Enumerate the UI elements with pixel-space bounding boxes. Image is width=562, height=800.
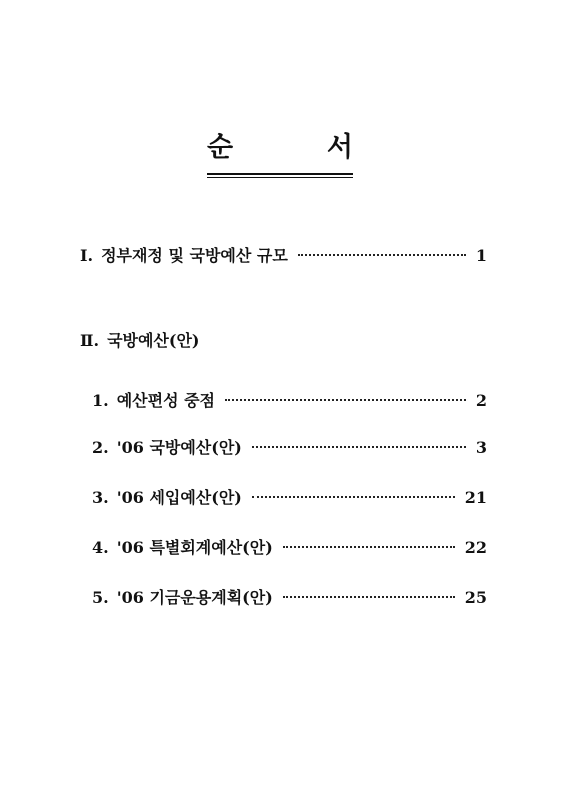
toc-entry-section-1[interactable] [80, 246, 487, 266]
title-char-2: 서 [326, 132, 353, 163]
page-number: 2 [475, 391, 487, 410]
toc-entry-section-2[interactable] [80, 331, 199, 351]
section-numeral: Ⅱ. [80, 331, 100, 350]
toc-entry-item-5[interactable] [92, 588, 487, 608]
page-title [207, 134, 353, 161]
toc-entry-item-3[interactable] [92, 488, 487, 508]
item-number: 2. [92, 438, 109, 457]
entry-label: 정부재정 및 국방예산 규모 [101, 246, 288, 265]
item-number: 4. [92, 538, 109, 557]
title-char-1: 순 [207, 132, 234, 163]
section-numeral: Ⅰ. [80, 246, 94, 265]
dot-leader [298, 254, 466, 256]
dot-leader [252, 446, 466, 448]
entry-label: '06 특별회계예산(안) [116, 538, 273, 557]
entry-label: 예산편성 중점 [116, 391, 216, 410]
page-number: 21 [464, 488, 487, 507]
toc-entry-item-2[interactable] [92, 438, 487, 458]
entry-label: '06 세입예산(안) [116, 488, 242, 507]
title-underline-thin [207, 177, 353, 178]
page-number: 22 [464, 538, 487, 557]
page-number: 1 [475, 246, 487, 265]
title-underline [207, 173, 353, 175]
dot-leader [283, 596, 455, 598]
dot-leader [283, 546, 455, 548]
page-number: 3 [475, 438, 487, 457]
entry-label: 국방예산(안) [107, 331, 200, 350]
toc-entry-item-4[interactable] [92, 538, 487, 558]
toc-entry-item-1[interactable] [92, 391, 487, 411]
page-number: 25 [464, 588, 487, 607]
item-number: 1. [92, 391, 109, 410]
dot-leader [252, 496, 455, 498]
entry-label: '06 국방예산(안) [116, 438, 242, 457]
entry-label: '06 기금운용계획(안) [116, 588, 273, 607]
dot-leader [225, 399, 466, 401]
item-number: 3. [92, 488, 109, 507]
item-number: 5. [92, 588, 109, 607]
